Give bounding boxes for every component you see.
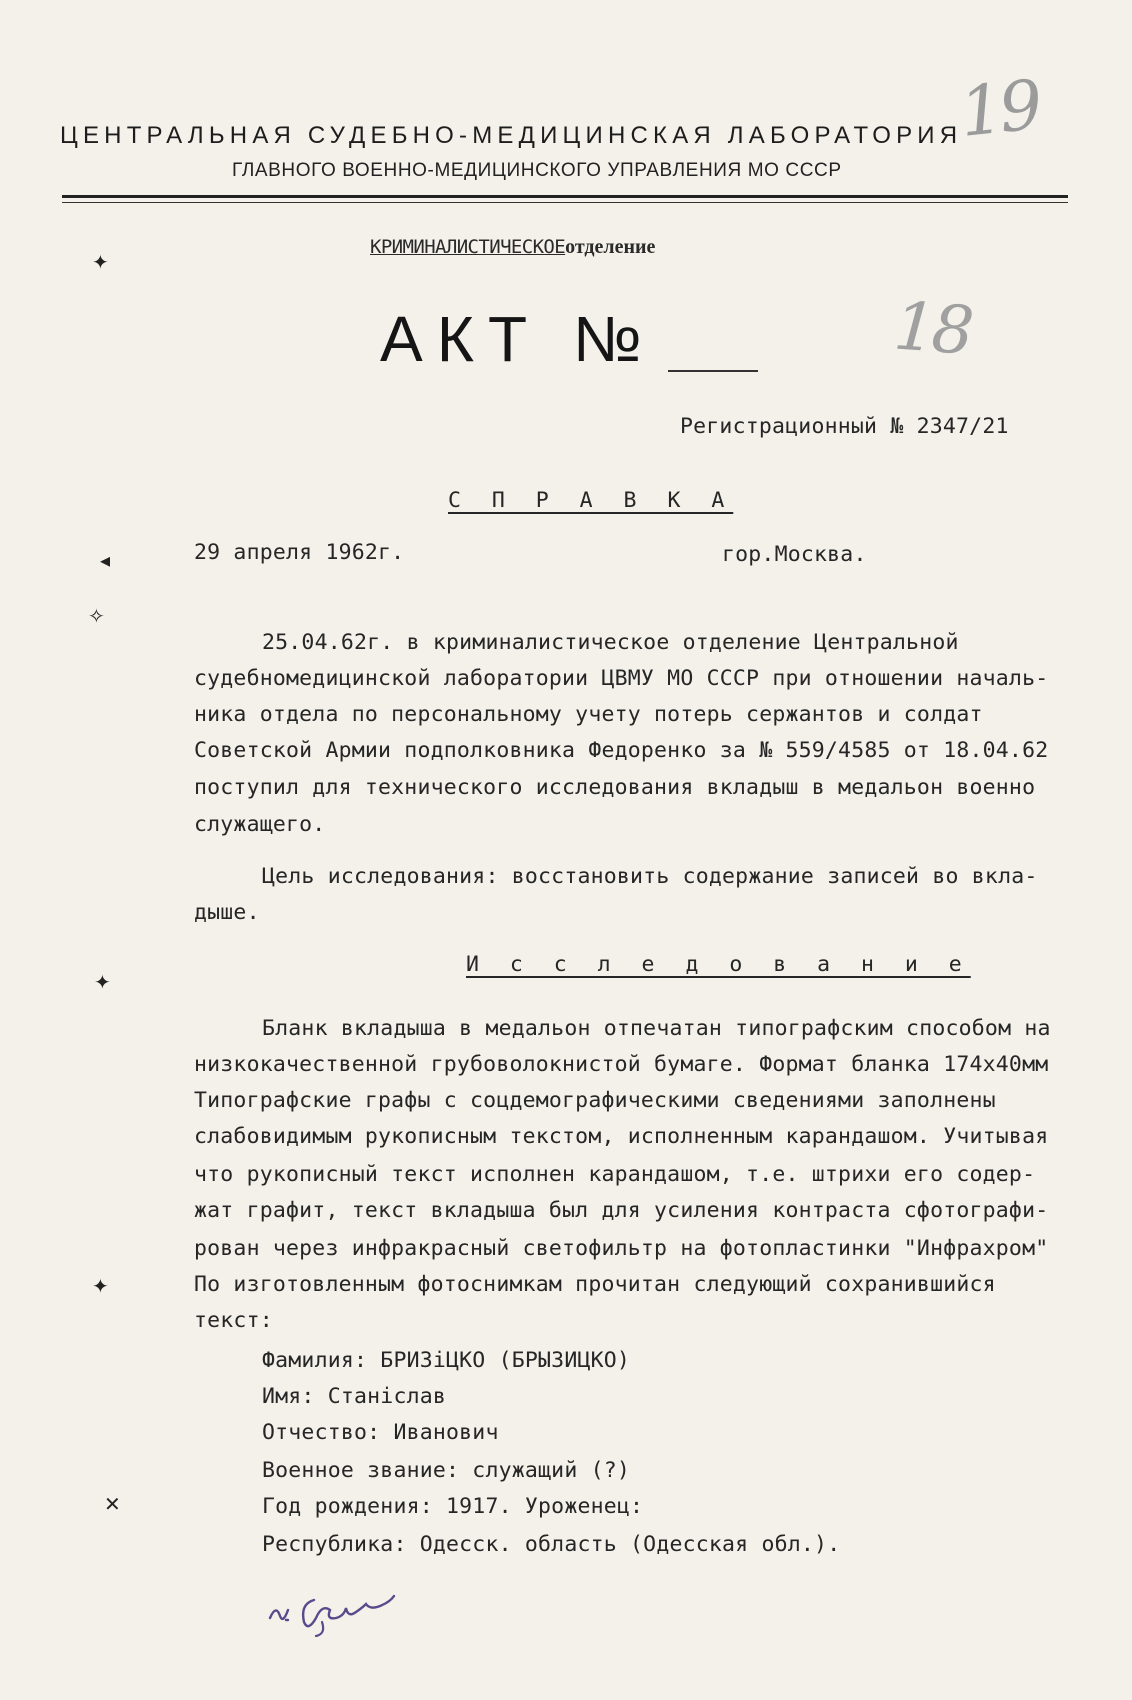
intro-line: служащего.: [194, 812, 326, 837]
record-rank: Военное звание: служащий (?): [262, 1458, 631, 1483]
department-typed: КРИМИНАЛИСТИЧЕСКОЕ: [370, 236, 566, 258]
intro-line: ника отдела по персональному учету потерь сержантов и солдат: [194, 702, 983, 727]
institution-subtitle: ГЛАВНОГО ВОЕННО-МЕДИЦИНСКОГО УПРАВЛЕНИЯ МО СССР: [232, 160, 842, 181]
record-surname: Фамилия: БРИЗіЦКО (БРЫЗИЦКО): [262, 1348, 631, 1373]
department-printed: отделение: [565, 236, 656, 258]
purpose-line: дыше.: [194, 900, 260, 925]
act-number-blank: [668, 370, 758, 372]
record-patronymic: Отчество: Иванович: [262, 1420, 499, 1445]
research-line: рован через инфракрасный светофильтр на фотопластинки "Инфрахром": [194, 1236, 1049, 1261]
binding-hole-mark: ✧: [88, 604, 105, 628]
header-rule-thick: [62, 195, 1068, 198]
research-line: Типографские графы с соцдемографическими сведениями заполнены: [194, 1088, 996, 1113]
research-line: слабовидимым рукописным текстом, исполненным карандашом. Учитывая: [194, 1124, 1049, 1149]
document-city: гор.Москва.: [722, 542, 867, 567]
intro-line: 25.04.62г. в криминалистическое отделение Центральной: [262, 630, 959, 655]
binding-hole-mark: ✦: [94, 970, 111, 994]
binding-hole-mark: ✕: [104, 1492, 121, 1516]
header-rule-thin: [62, 202, 1068, 203]
certificate-title: С П Р А В К А: [448, 488, 734, 513]
research-line: что рукописный текст исполнен карандашом, т.е. штрихи его содер-: [194, 1162, 1036, 1187]
research-line: По изготовленным фотоснимкам прочитан следующий сохранившийся: [194, 1272, 996, 1297]
record-name: Имя: Станіслав: [262, 1384, 447, 1409]
binding-hole-mark: ✦: [92, 1274, 109, 1298]
record-region: Республика: Одесск. область (Одесская обл.).: [262, 1532, 841, 1557]
intro-line: судебномедицинской лаборатории ЦВМУ МО СССР при отношении началь-: [194, 666, 1049, 691]
research-line: низкокачественной грубоволокнистой бумаге. Формат бланка 174х40мм: [194, 1052, 1049, 1077]
binding-hole-mark: ✦: [92, 250, 109, 274]
research-line: Бланк вкладыша в медальон отпечатан типографским способом на: [262, 1016, 1051, 1041]
purpose-line: Цель исследования: восстановить содержание записей во вкла-: [262, 864, 1038, 889]
act-title: АКТ №: [380, 303, 656, 375]
department-line: [370, 236, 655, 259]
signature-icon: [262, 1578, 442, 1638]
handwritten-sheet-number: 19: [956, 66, 1043, 153]
intro-line: Советской Армии подполковника Федоренко за № 559/4585 от 18.04.62: [194, 738, 1049, 763]
document-date: 29 апреля 1962г.: [194, 540, 405, 565]
intro-line: поступил для технического исследования вкладыш в медальон военно: [194, 775, 1036, 800]
binding-hole-mark: ◂: [100, 548, 111, 572]
research-title: И с с л е д о в а н и е: [466, 952, 971, 977]
institution-name: ЦЕНТРАЛЬНАЯ СУДЕБНО-МЕДИЦИНСКАЯ ЛАБОРАТОРИЯ: [60, 122, 963, 149]
handwritten-act-number: 18: [891, 287, 973, 370]
registration-number: Регистрационный № 2347/21: [680, 414, 1009, 439]
research-line: текст:: [194, 1308, 273, 1333]
research-line: жат графит, текст вкладыша был для усиления контраста сфотографи-: [194, 1198, 1049, 1223]
record-birth-year: Год рождения: 1917. Уроженец:: [262, 1494, 644, 1519]
